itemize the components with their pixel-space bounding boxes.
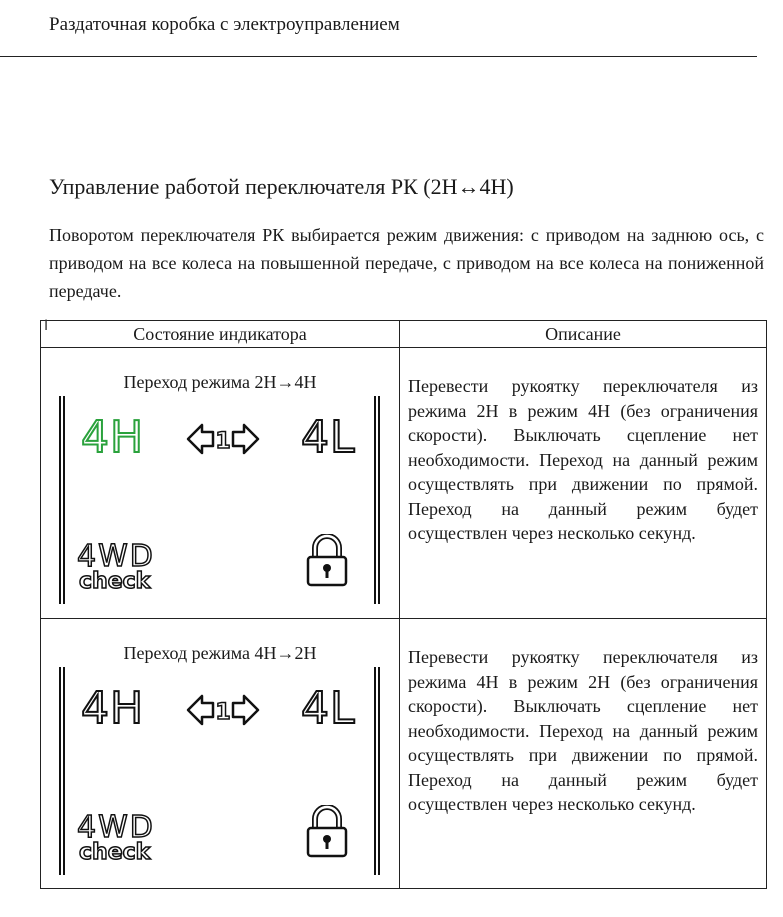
- text-cursor-icon: I: [44, 318, 49, 334]
- table-row: [41, 348, 767, 619]
- panel-frame-left: [59, 396, 65, 604]
- section-title: Управление работой переключателя РК (2H↔4H): [49, 174, 514, 199]
- panel-frame-left: [59, 667, 65, 875]
- lamp-check-icon: check: [79, 569, 151, 594]
- arrow-number: 1: [215, 429, 231, 454]
- page-header-title: Раздаточная коробка с электроуправлением: [49, 14, 400, 35]
- description-cell: Перевести рукоятку переключателя из режима 4H в режим 2H (без ограничения скорости). Выключать сцепление нет необходимости. Переход на данный режим осуществлять при движении по прямой. Переход на данный режим будет осуществлен через несколько секунд.: [400, 619, 767, 889]
- lamp-4wd-icon: 4WD: [77, 810, 155, 845]
- double-arrow-icon: [186, 422, 260, 456]
- lamp-4l-icon: 4L: [301, 412, 356, 463]
- panel-frame-right: [374, 667, 380, 875]
- header-rule: [0, 56, 757, 57]
- lamp-4l-icon: 4L: [301, 683, 356, 734]
- indicator-title: Переход режима 4H→2H: [123, 643, 317, 663]
- lamp-4h-icon: 4H: [81, 683, 145, 734]
- indicator-table: [40, 320, 767, 889]
- lamp-4wd-icon: 4WD: [77, 539, 155, 574]
- lock-icon: [305, 534, 349, 588]
- indicator-cell: [41, 619, 400, 889]
- lamp-check-icon: check: [79, 840, 151, 865]
- arrow-number: 1: [215, 700, 231, 725]
- panel-frame-right: [374, 396, 380, 604]
- indicator-cell: [41, 348, 400, 619]
- intro-paragraph: Поворотом переключателя РК выбирается режим движения: с приводом на заднюю ось, с приводом на все колеса на повышенной передаче, с приводом на все колеса на пониженной передаче.: [49, 225, 764, 301]
- lamp-4h-icon: 4H: [81, 412, 145, 463]
- table-header-row: [41, 321, 767, 348]
- indicator-title: Переход режима 2H→4H: [123, 372, 317, 392]
- table-row: [41, 619, 767, 889]
- double-arrow-icon: [186, 693, 260, 727]
- lock-icon: [305, 805, 349, 859]
- column-header-indicator: Состояние индикатора: [41, 321, 400, 348]
- column-header-description: Описание: [400, 321, 767, 348]
- description-cell: Перевести рукоятку переключателя из режима 2H в режим 4H (без ограничения скорости). Выключать сцепление нет необходимости. Переход на данный режим осуществлять при движении по прямой. Переход на данный режим будет осуществлен через несколько секунд.: [400, 348, 767, 619]
